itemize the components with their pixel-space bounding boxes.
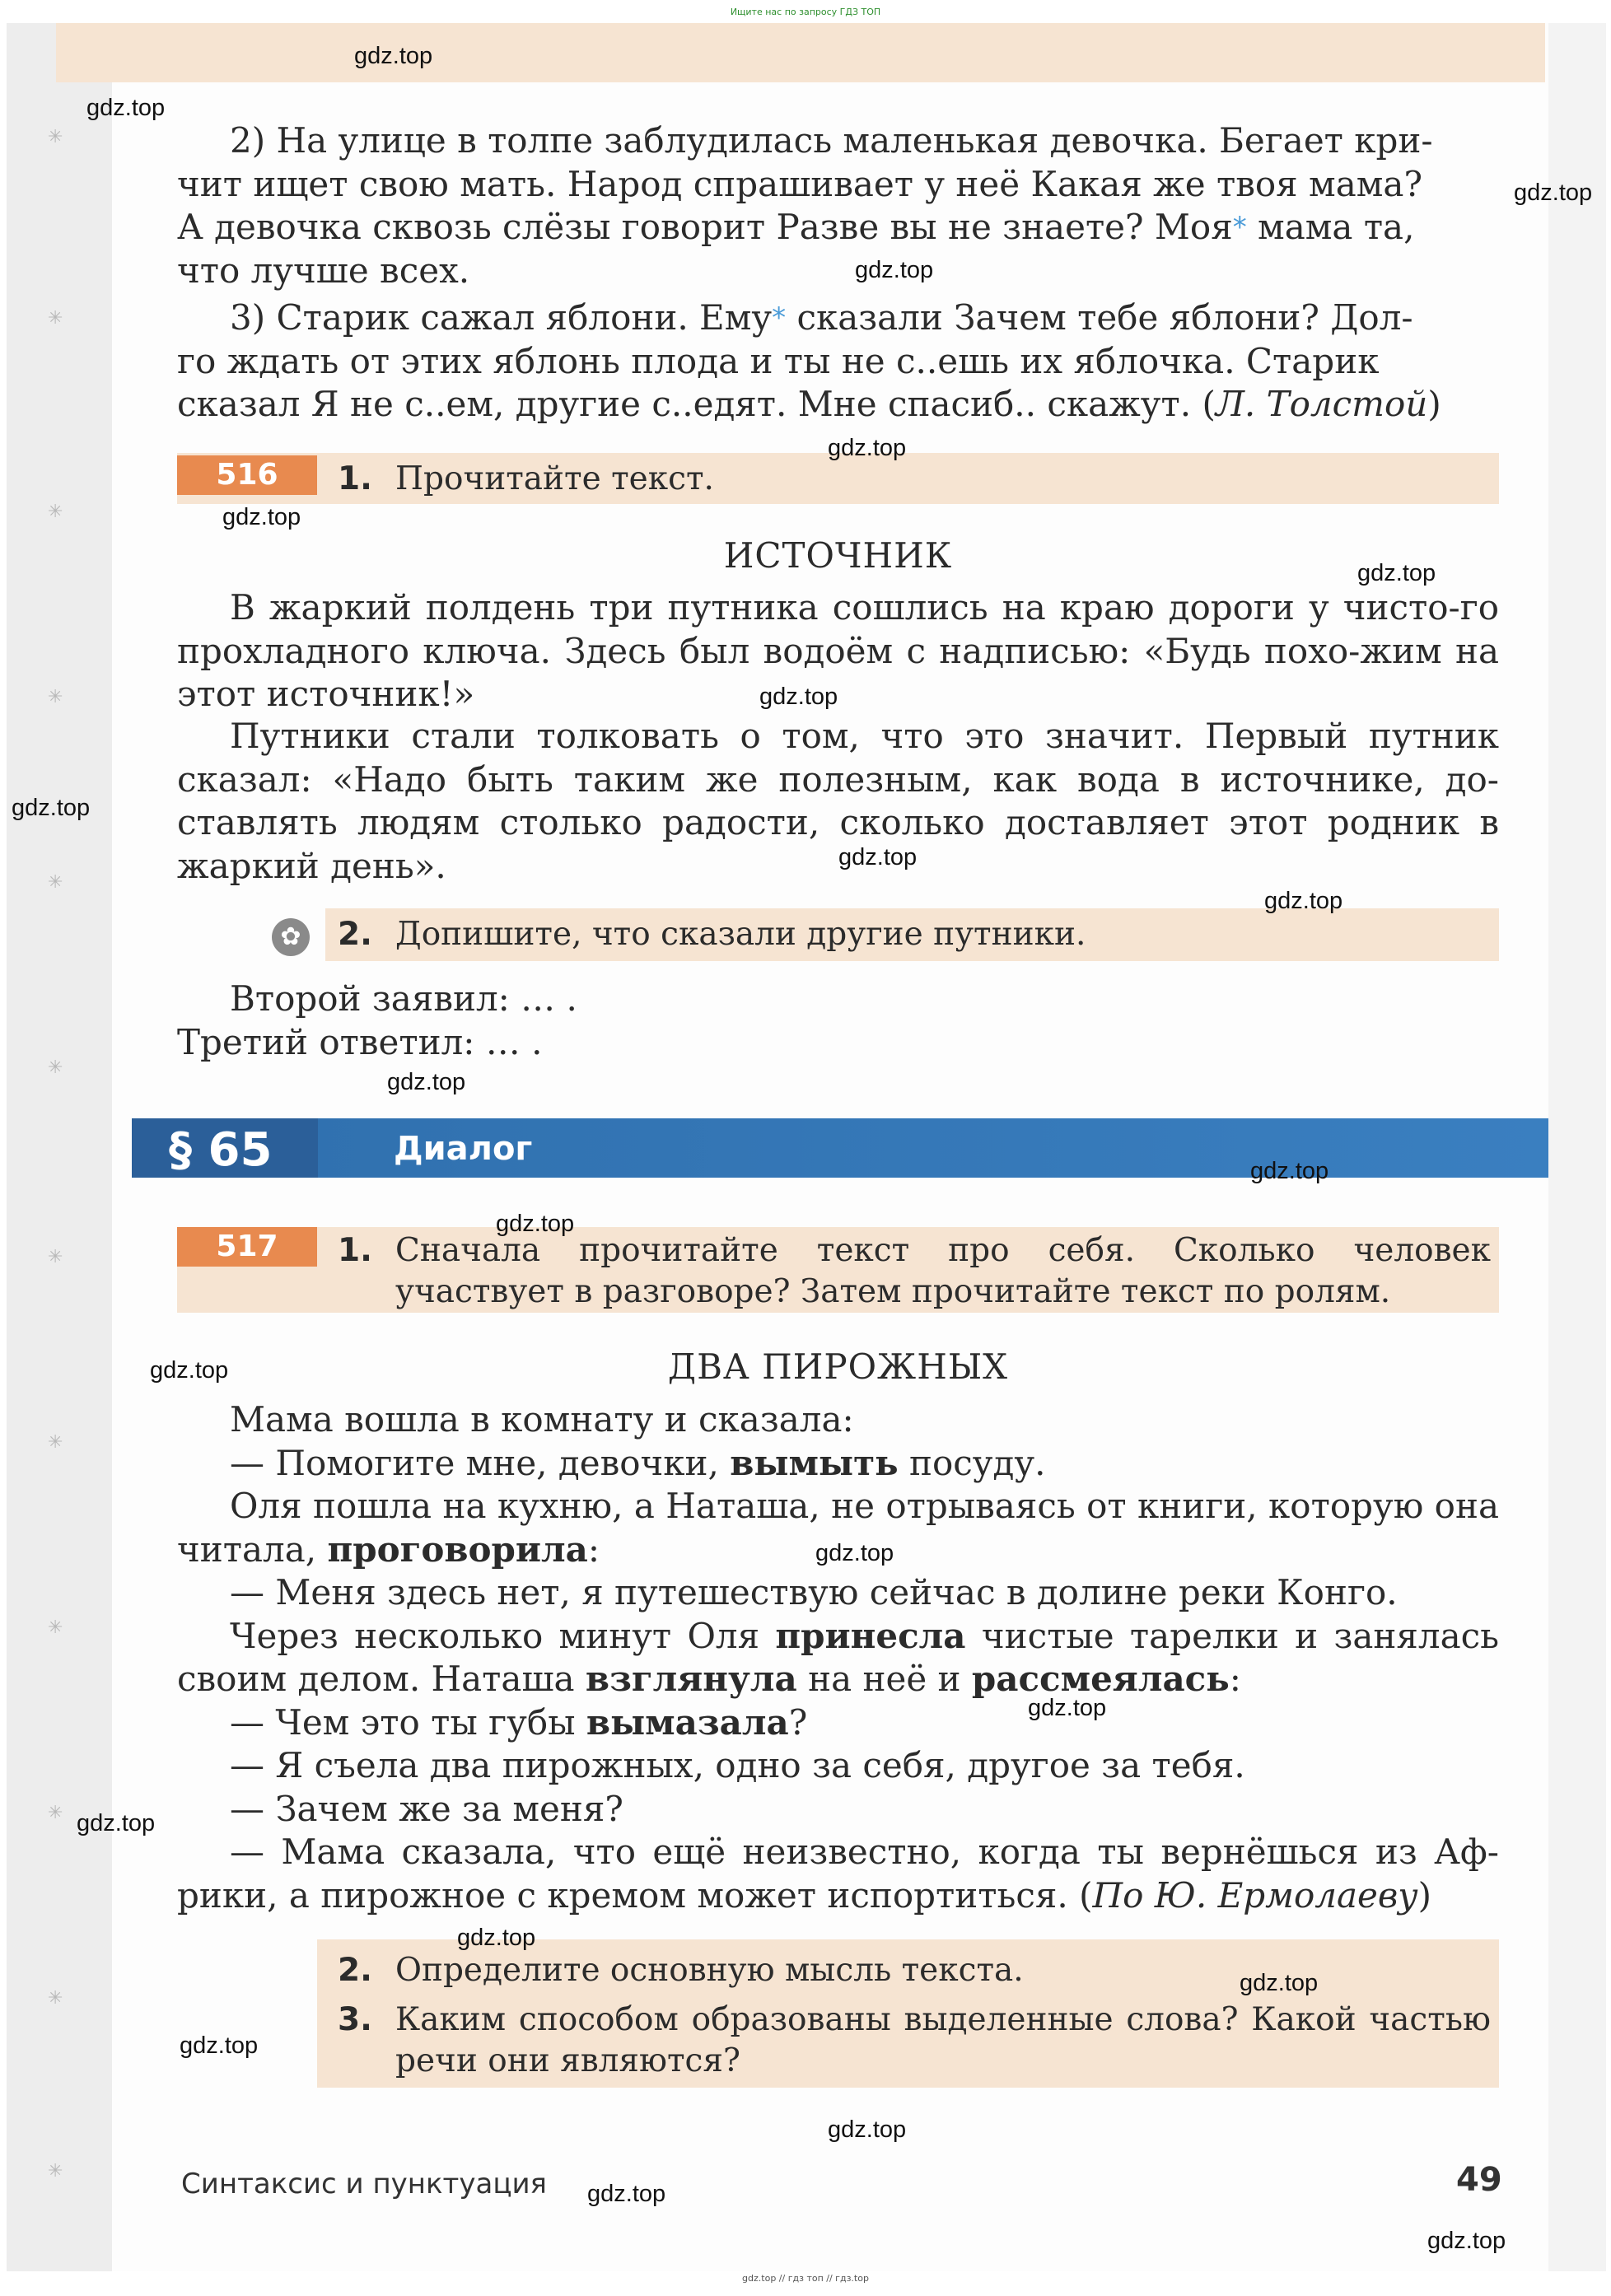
highlighted-word: рассмеялась <box>971 1659 1230 1699</box>
exercise-516-task1 <box>338 459 1491 500</box>
task-text: Прочитайте текст. <box>395 460 714 497</box>
binding-hole-icon: ✳ <box>48 1988 63 2009</box>
watermark: gdz.top <box>1240 1970 1319 1996</box>
watermark: gdz.top <box>815 1540 894 1566</box>
highlighted-word: взглянула <box>585 1659 797 1699</box>
item2-line2: чит ищет свою мать. Народ спрашивает у неё Какая же твоя мама? <box>177 163 1422 204</box>
binding-hole-icon: ✳ <box>48 127 63 147</box>
task-text: Допишите, что сказали другие путники. <box>395 916 1086 953</box>
footnote-star-icon: * <box>1232 211 1247 244</box>
watermark: gdz.top <box>1514 180 1593 206</box>
dialog-text: Мама вошла в комнату и сказала: — Помогите мне, девочки, вымыть посуду. Оля пошла на кухню, а Наташа, не отрываясь от книги, которую она читала, проговорила: — Меня здесь нет, я путешествую сейчас в долине реки Конго. Через несколько минут Оля принесла чистые тарелки и занялась своим делом. Наташа взглянула на неё и рассмеялась: — Чем это ты губы вымазала? — Я съела два пирожных, одно за себя, другое за тебя. — Зачем же за меня? — Мама сказала, что ещё неизвестно, когда ты вернёшься из Аф-рики, а пирожное с кремом может испортиться. (По Ю. Ермолаеву) <box>177 1399 1500 1916</box>
exercise-517-task3 <box>338 2000 1491 2082</box>
task-number: 1. <box>338 460 372 497</box>
item3-line1a: 3) Старик сажал яблони. Ему <box>230 297 773 338</box>
footnote-star-icon: * <box>772 301 787 334</box>
paragraph-number: § 65 <box>169 1123 273 1177</box>
exercise-517-number: 517 <box>177 1227 317 1267</box>
page-number: 49 <box>1456 2161 1502 2199</box>
top-decorative-band <box>56 23 1545 82</box>
task-number: 3. <box>338 2001 372 2038</box>
paragraph-header-band <box>132 1118 1548 1178</box>
watermark: gdz.top <box>587 2181 666 2207</box>
task-text: Определите основную мысль текста. <box>395 1952 1024 1989</box>
watermark: gdz.top <box>77 1810 156 1836</box>
watermark: gdz.top <box>387 1069 466 1095</box>
paragraph-title: Диалог <box>394 1130 533 1168</box>
watermark: gdz.top <box>838 844 918 870</box>
exercise-515-item3 <box>177 296 1499 427</box>
task-text: Сначала прочитайте текст про себя. Сколько человек участвует в разговоре? Затем прочитайте текст по ролям. <box>395 1232 1491 1310</box>
answer-line-second: Второй заявил: … . <box>230 978 577 1019</box>
answer-line-third: Третий ответил: … . <box>177 1021 543 1062</box>
binding-strip <box>7 23 112 2271</box>
flower-icon: ✿ <box>272 918 310 956</box>
item3-author: Л. Толстой <box>1215 384 1428 424</box>
watermark: gdz.top <box>1264 888 1343 914</box>
highlighted-word: вымыть <box>730 1442 899 1483</box>
watermark: gdz.top <box>1028 1695 1107 1721</box>
exercise-515-continuation <box>177 119 1499 292</box>
item3-line2: го ждать от этих яблонь плода и ты не с..ешь их яблочка. Старик <box>177 340 1380 381</box>
item2-line3b: мама та, <box>1246 207 1415 247</box>
binding-hole-icon: ✳ <box>48 502 63 522</box>
binding-hole-icon: ✳ <box>48 872 63 893</box>
watermark: gdz.top <box>759 684 838 710</box>
item2-line4: что лучше всех. <box>177 250 470 291</box>
watermark: gdz.top <box>828 2116 907 2143</box>
highlighted-word: принесла <box>775 1615 966 1656</box>
watermark: gdz.top <box>855 257 934 283</box>
watermark: gdz.top <box>1250 1158 1329 1184</box>
binding-hole-icon: ✳ <box>48 1247 63 1267</box>
binding-hole-icon: ✳ <box>48 1803 63 1823</box>
istochnik-paragraph-1: В жаркий полдень три путника сошлись на краю дороги у чисто-го прохладного ключа. Здесь был водоём с надписью: «Будь похо-жим на этот источник!» <box>177 587 1499 714</box>
task-number: 2. <box>338 1952 372 1989</box>
binding-hole-icon: ✳ <box>48 308 63 329</box>
watermark: gdz.top <box>1357 560 1436 586</box>
bottom-links[interactable]: gdz.top // гдз топ // гдз.top <box>742 2273 869 2284</box>
watermark: gdz.top <box>1427 2228 1506 2254</box>
binding-hole-icon: ✳ <box>48 2161 63 2182</box>
item3-end: ) <box>1427 384 1441 424</box>
watermark: gdz.top <box>180 2032 259 2059</box>
watermark: gdz.top <box>222 504 301 530</box>
text-title-istochnik: ИСТОЧНИК <box>723 535 953 576</box>
text-title-dva-pirozhnykh: ДВА ПИРОЖНЫХ <box>667 1346 1009 1387</box>
highlighted-word: вымазала <box>586 1701 789 1743</box>
top-search-tag[interactable]: Ищите нас по запросу ГДЗ ТОП <box>730 7 881 17</box>
highlighted-word: проговорила <box>327 1528 588 1570</box>
watermark: gdz.top <box>150 1357 229 1384</box>
exercise-516-number: 516 <box>177 455 317 495</box>
item2-line3: А девочка сквозь слёзы говорит Разве вы не знаете? Моя <box>177 207 1233 247</box>
watermark: gdz.top <box>457 1925 536 1951</box>
item2-line1: 2) На улице в толпе заблудилась маленькая девочка. Бегает кри- <box>230 120 1433 161</box>
item3-line1b: сказали Зачем тебе яблони? Дол- <box>786 297 1413 338</box>
binding-hole-icon: ✳ <box>48 1617 63 1638</box>
footer-section-name: Синтаксис и пунктуация <box>181 2168 548 2200</box>
binding-hole-icon: ✳ <box>48 1432 63 1453</box>
watermark: gdz.top <box>86 95 166 121</box>
paragraph-number-box <box>132 1118 318 1178</box>
source-author: По Ю. Ермолаеву <box>1092 1874 1418 1916</box>
istochnik-paragraph-2: Путники стали толковать о том, что это значит. Первый путник сказал: «Надо быть таким же полезным, как вода в источнике, до-ставлять людям столько радости, сколько доставляет этот родник в жаркий день». <box>177 716 1499 886</box>
watermark: gdz.top <box>828 435 907 461</box>
watermark: gdz.top <box>354 43 433 69</box>
task-text: Каким способом образованы выделенные слова? Какой частью речи они являются? <box>395 2001 1491 2079</box>
exercise-516-task2 <box>338 914 1491 955</box>
task-number: 2. <box>338 916 372 953</box>
watermark: gdz.top <box>496 1211 575 1237</box>
istochnik-answer-lines <box>177 978 1499 1064</box>
item3-line3: сказал Я не с..ем, другие с..едят. Мне спасиб.. скажут. ( <box>177 384 1216 424</box>
task-number: 1. <box>338 1232 372 1269</box>
right-margin-strip <box>1548 23 1606 2271</box>
exercise-517-task1 <box>338 1230 1491 1313</box>
binding-hole-icon: ✳ <box>48 687 63 707</box>
watermark: gdz.top <box>12 795 91 821</box>
binding-hole-icon: ✳ <box>48 1057 63 1078</box>
